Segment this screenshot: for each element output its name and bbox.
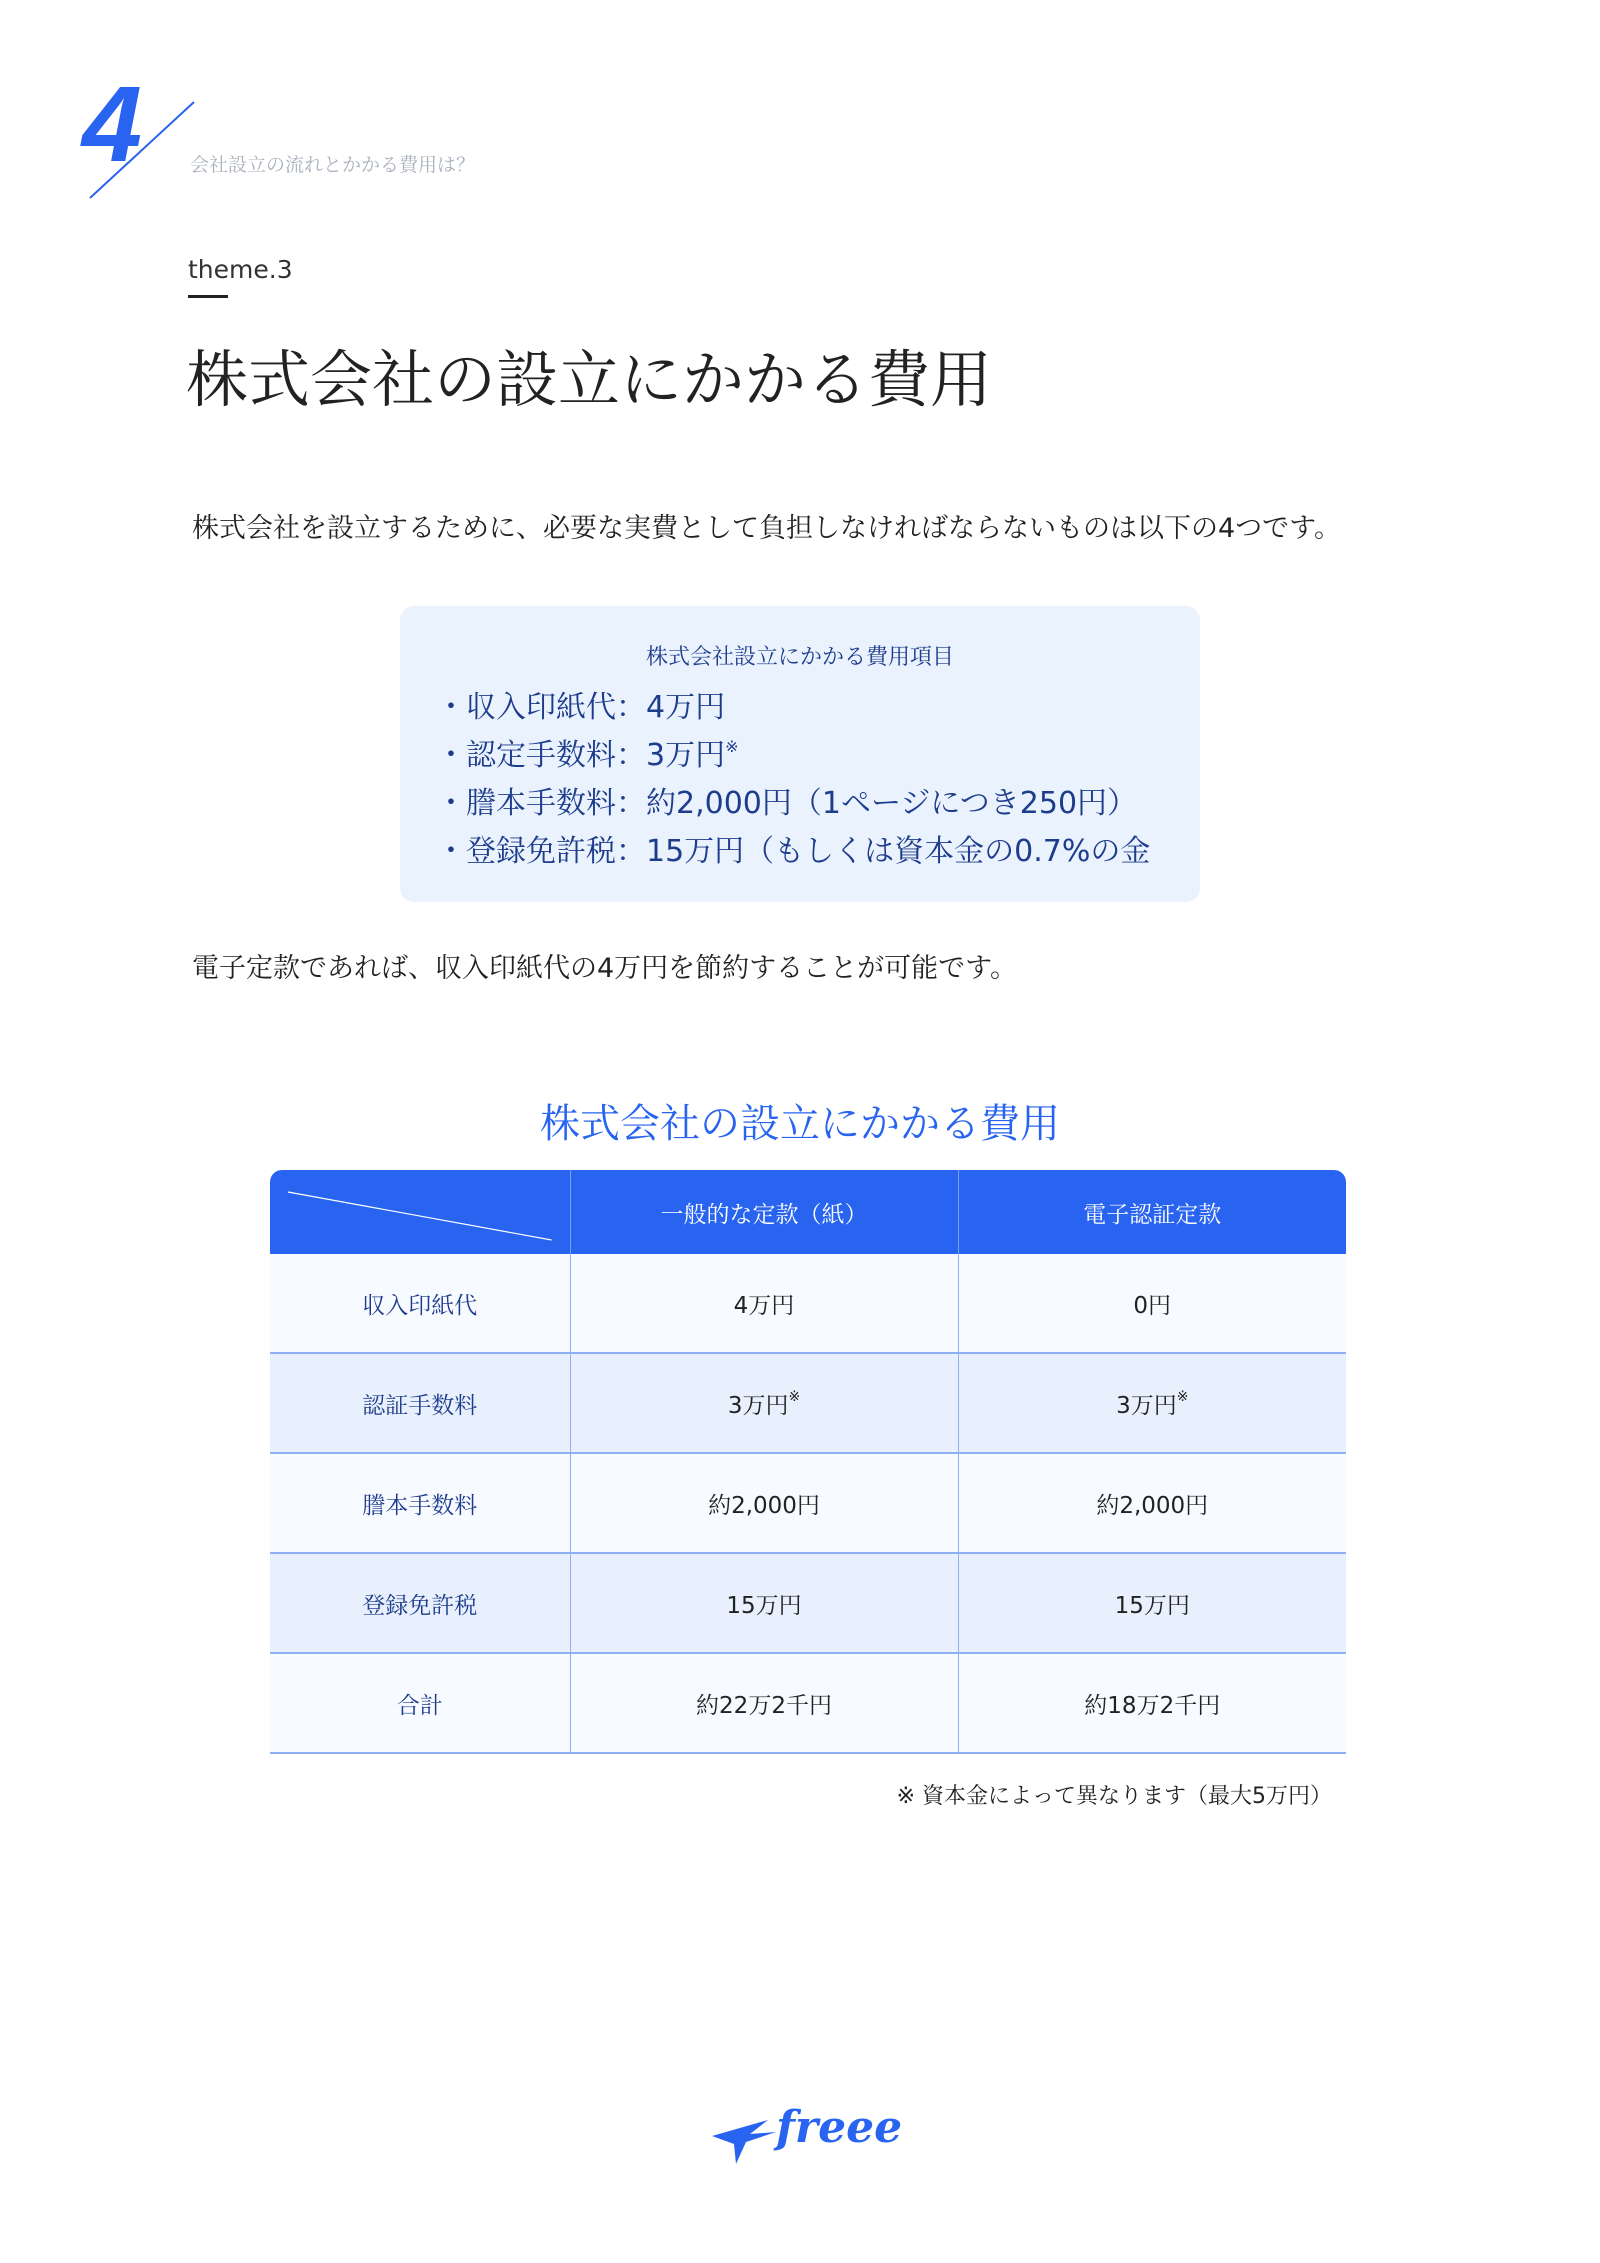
list-item: ・認定手数料：3万円※ bbox=[436, 737, 739, 773]
header-corner-cell bbox=[270, 1170, 570, 1254]
chapter-slash-decoration bbox=[88, 100, 198, 200]
cost-comparison-table bbox=[270, 1170, 1346, 1754]
table-title: 株式会社の設立にかかる費用 bbox=[540, 1101, 1060, 1147]
cost-box-title: 株式会社設立にかかる費用項目 bbox=[645, 645, 954, 670]
table-row bbox=[270, 1553, 1346, 1653]
list-item: ・収入印紙代：4万円 bbox=[436, 690, 726, 725]
table-row bbox=[270, 1353, 1346, 1453]
electronic-value: 3万円※ bbox=[958, 1353, 1346, 1453]
electronic-value: 15万円 bbox=[958, 1553, 1346, 1653]
cost-items-list bbox=[436, 684, 1150, 876]
electronic-value: 約18万2千円 bbox=[958, 1653, 1346, 1753]
list-item: ・謄本手数料：約2,000円（1ページにつき250円） bbox=[436, 786, 1138, 821]
row-label: 認証手数料 bbox=[270, 1353, 570, 1453]
electronic-value: 0円 bbox=[958, 1254, 1346, 1353]
paper-value: 3万円※ bbox=[570, 1353, 958, 1453]
freee-logo bbox=[706, 2080, 906, 2180]
electronic-note: 電子定款であれば、収入印紙代の4万円を節約することが可能です。 bbox=[192, 953, 1018, 984]
row-label: 謄本手数料 bbox=[270, 1453, 570, 1553]
electronic-value: 約2,000円 bbox=[958, 1453, 1346, 1553]
footnote: ※ 資本金によって異なります（最大5万円） bbox=[896, 1784, 1332, 1809]
paper-value: 約22万2千円 bbox=[570, 1653, 958, 1753]
intro-text: 株式会社を設立するために、必要な実費として負担しなければならないものは以下の4つです。 bbox=[192, 513, 1342, 544]
diagonal-line-icon bbox=[270, 1170, 570, 1254]
paper-value: 約2,000円 bbox=[570, 1453, 958, 1553]
chapter-number: 4 bbox=[82, 63, 143, 184]
paper-value: 15万円 bbox=[570, 1553, 958, 1653]
table-row bbox=[270, 1653, 1346, 1753]
table-header-row bbox=[270, 1170, 1346, 1254]
header-paper-articles: 一般的な定款（紙） bbox=[570, 1170, 958, 1254]
logo-text: freee bbox=[776, 2102, 903, 2153]
theme-underline bbox=[188, 295, 228, 298]
chapter-title: 会社設立の流れとかかる費用は？ bbox=[190, 154, 476, 176]
theme-label: theme.3 bbox=[188, 255, 293, 284]
table-row bbox=[270, 1254, 1346, 1353]
row-label: 合計 bbox=[270, 1653, 570, 1753]
row-label: 登録免許税 bbox=[270, 1553, 570, 1653]
page-title: 株式会社の設立にかかる費用 bbox=[186, 343, 993, 416]
list-item: ・登録免許税：15万円（もしくは資本金の0.7%の金 bbox=[436, 834, 1151, 869]
paper-value: 4万円 bbox=[570, 1254, 958, 1353]
header-electronic-articles: 電子認証定款 bbox=[958, 1170, 1346, 1254]
row-label: 収入印紙代 bbox=[270, 1254, 570, 1353]
cost-items-box bbox=[400, 606, 1200, 902]
table-row bbox=[270, 1453, 1346, 1553]
